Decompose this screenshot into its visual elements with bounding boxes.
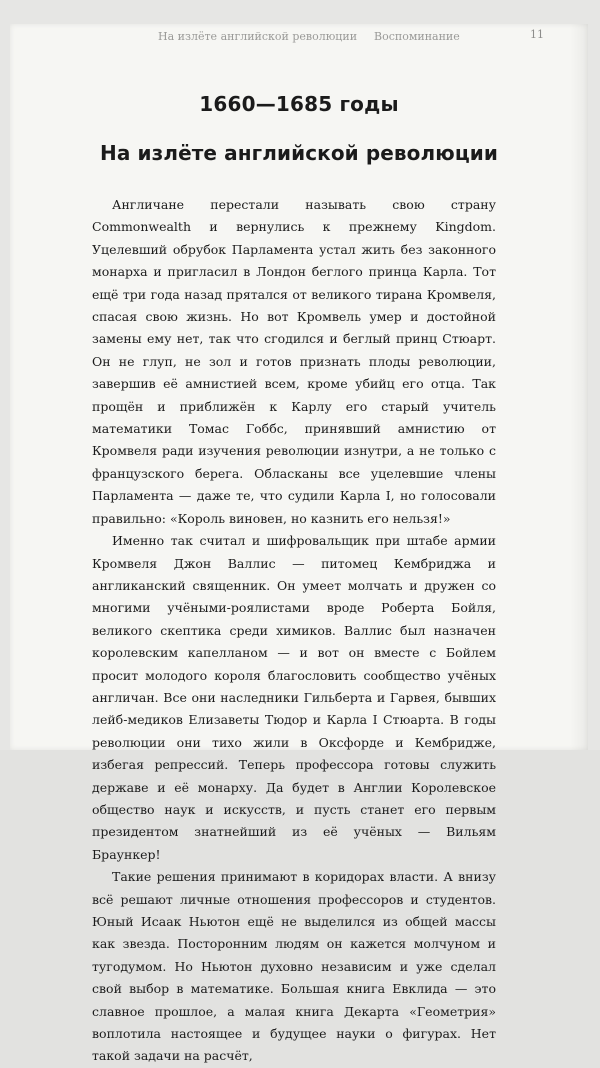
book-page — [10, 24, 588, 1064]
chapter-title: На излёте английской революции — [100, 141, 498, 165]
paragraph-2: Именно так считал и шифровальщик при штабе армии Кромвеля Джон Валлис — питомец Кембриджа и англиканский священник. Он умеет молчать и дружен со многими учёными-роялистами вроде Роберта Бойля, великого скептика среди химиков. Валлис был назначен королевским капелланом — и вот он вместе с Бойлем просит молодого короля благословить сообщество учёных англичан. Все они наследники Гильберта и Гарвея, бывших лейб-медиков Елизаветы Тюдор и Карла I Стюарта. В годы революции они тихо жили в Оксфорде и Кембридже, избегая репрессий. Теперь профессора готовы служить державе и её монарху. Да будет в Англии Королевское общество наук и искусств, и пусть станет его первым президентом знатнейший из её учёных — Вильям Браункер! — [92, 533, 496, 862]
paragraph-3: Такие решения принимают в коридорах власти. А внизу всё решают личные отношения профессоров и студентов. Юный Исаак Ньютон ещё не выделился из общей массы как звезда. Посторонним людям он кажется молчуном и тугодумом. Но Ньютон духовно независим и уже сделал свой выбор в математике. Большая книга Евклида — это славное прошлое, а малая книга Декарта «Геометрия» воплотила настоящее и будущее науки о фигурах. Нет такой задачи на расчёт, — [92, 869, 496, 1064]
page-edge-shadow — [570, 24, 588, 750]
page-number: 11 — [530, 28, 544, 41]
running-header-right: Воспоминание — [374, 30, 460, 43]
running-header-left: На излёте английской революции — [158, 30, 358, 43]
body-text — [92, 194, 496, 1068]
chapter-years: 1660—1685 годы — [199, 92, 399, 116]
paragraph-1: Англичане перестали называть свою страну Commonwealth и вернулись к прежнему Kingdom. Уцелевший обрубок Парламента устал жить без законного монарха и пригласил в Лондон беглого принца Карла. Тот ещё три года назад прятался от великого тирана Кромвеля, спасая свою жизнь. Но вот Кромвель умер и достойной замены ему нет, так что сгодился и беглый принц Стюарт. Он не глуп, не зол и готов признать плоды революции, завершив её амнистией всем, кроме убийц его отца. Так прощён и приближён к Карлу его старый учитель математики Томас Гоббс, принявший амнистию от Кромвеля ради изучения революции изнутри, а не только с французского берега. Обласканы все уцелевшие члены Парламента — даже те, что судили Карла I, но голосовали правильно: «Король виновен, но казнить его нельзя!» — [92, 197, 496, 526]
